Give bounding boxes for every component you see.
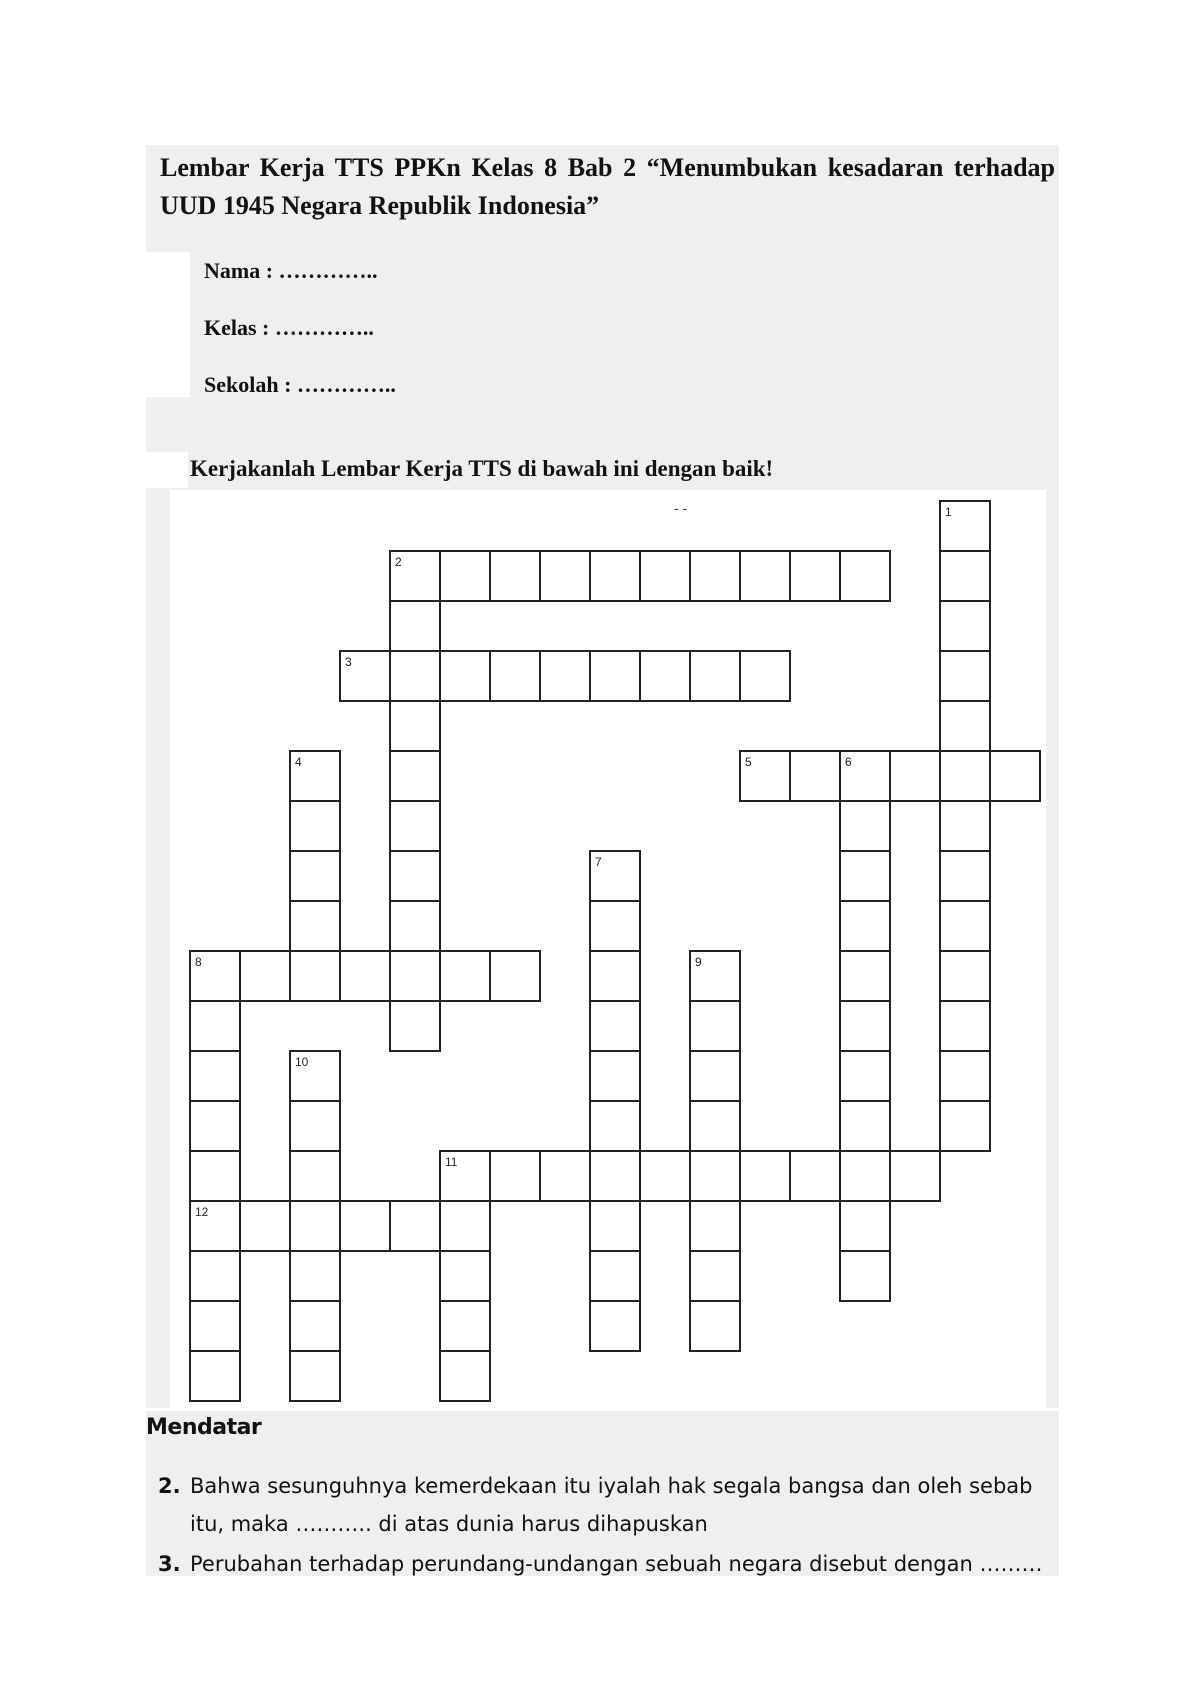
crossword-cell[interactable] xyxy=(840,1201,890,1251)
clue-item xyxy=(158,1467,1056,1543)
crossword-cell[interactable] xyxy=(290,1251,340,1301)
crossword-cell[interactable] xyxy=(390,1201,440,1251)
crossword-cell[interactable] xyxy=(190,1151,240,1201)
crossword-cell[interactable] xyxy=(290,901,340,951)
crossword-cell[interactable] xyxy=(690,551,740,601)
crossword-cell[interactable] xyxy=(840,901,890,951)
crossword-cell[interactable] xyxy=(640,551,690,601)
crossword-cell[interactable] xyxy=(340,951,390,1001)
crossword-cell[interactable] xyxy=(590,1051,640,1101)
crossword-cell[interactable] xyxy=(740,551,790,601)
crossword-cell[interactable] xyxy=(190,1101,240,1151)
crossword-cell[interactable] xyxy=(740,651,790,701)
crossword-cell[interactable] xyxy=(890,1151,940,1201)
crossword-cell[interactable] xyxy=(290,851,340,901)
crossword-cell[interactable] xyxy=(290,951,340,1001)
crossword-cell[interactable] xyxy=(690,1001,740,1051)
crossword-cell[interactable] xyxy=(640,1151,690,1201)
clue-number-label: 8 xyxy=(195,955,202,969)
crossword-cell[interactable] xyxy=(290,1351,340,1401)
crossword-cell[interactable] xyxy=(790,1151,840,1201)
crossword-cell[interactable] xyxy=(240,951,290,1001)
crossword-cell[interactable] xyxy=(940,601,990,651)
crossword-cell[interactable] xyxy=(840,1001,890,1051)
crossword-cell[interactable] xyxy=(940,851,990,901)
crossword-cell[interactable] xyxy=(590,1101,640,1151)
crossword-cell[interactable] xyxy=(590,1251,640,1301)
crossword-cell[interactable] xyxy=(290,1151,340,1201)
stray-mark: - - xyxy=(674,500,688,516)
crossword-cell[interactable] xyxy=(890,751,940,801)
crossword-cell[interactable] xyxy=(490,551,540,601)
crossword-cells xyxy=(190,501,1040,1401)
crossword-cell[interactable] xyxy=(690,1301,740,1351)
clue-number-label: 11 xyxy=(445,1155,458,1169)
worksheet-title: Lembar Kerja TTS PPKn Kelas 8 Bab 2 “Menumbukan kesadaran terhadap UUD 1945 Negara Republik Indonesia” xyxy=(160,153,1055,220)
crossword-cell[interactable] xyxy=(940,1051,990,1101)
crossword-cell[interactable] xyxy=(490,951,540,1001)
crossword-cell[interactable] xyxy=(440,1351,490,1401)
clue-number: 3. xyxy=(158,1552,181,1576)
clue-text: Bahwa sesunguhnya kemerdekaan itu iyalah hak segala bangsa dan oleh sebab itu, maka ……….. di atas dunia harus dihapuskan xyxy=(190,1474,1033,1536)
crossword-cell[interactable] xyxy=(390,801,440,851)
crossword-cell[interactable] xyxy=(290,1201,340,1251)
clue-number-label: 1 xyxy=(945,505,952,519)
clue-number-label: 5 xyxy=(745,755,752,769)
crossword-cell[interactable] xyxy=(390,751,440,801)
crossword-cell[interactable] xyxy=(690,1101,740,1151)
crossword-cell[interactable] xyxy=(690,1201,740,1251)
crossword-cell[interactable] xyxy=(190,1301,240,1351)
crossword-cell[interactable] xyxy=(490,651,540,701)
clue-number-label: 12 xyxy=(195,1205,209,1219)
crossword-cell[interactable] xyxy=(540,1151,590,1201)
instruction-text: Kerjakanlah Lembar Kerja TTS di bawah ini dengan baik! xyxy=(190,456,774,481)
clue-number-label: 7 xyxy=(595,855,602,869)
crossword-cell[interactable] xyxy=(840,1251,890,1301)
clues-heading: Mendatar xyxy=(146,1415,262,1440)
crossword-cell[interactable] xyxy=(290,1301,340,1351)
crossword-cell[interactable] xyxy=(690,1251,740,1301)
crossword-cell[interactable] xyxy=(590,551,640,601)
clue-number: 2. xyxy=(158,1474,181,1498)
crossword-cell[interactable] xyxy=(940,901,990,951)
crossword-cell[interactable] xyxy=(640,651,690,701)
crossword-cell[interactable] xyxy=(990,751,1040,801)
crossword-cell[interactable] xyxy=(290,1101,340,1151)
crossword-cell[interactable] xyxy=(840,951,890,1001)
crossword-cell[interactable] xyxy=(940,1101,990,1151)
crossword-cell[interactable] xyxy=(840,851,890,901)
crossword-cell[interactable] xyxy=(440,551,490,601)
crossword-cell[interactable] xyxy=(190,1051,240,1101)
crossword-cell[interactable] xyxy=(840,551,890,601)
crossword-cell[interactable] xyxy=(790,751,840,801)
clue-number-label: 2 xyxy=(395,555,402,569)
crossword-cell[interactable] xyxy=(190,1251,240,1301)
clue-text: Perubahan terhadap perundang-undangan sebuah negara disebut dengan ……… xyxy=(190,1552,1043,1576)
crossword-cell[interactable] xyxy=(690,651,740,701)
crossword-cell[interactable] xyxy=(840,1151,890,1201)
crossword-cell[interactable] xyxy=(940,1001,990,1051)
crossword-cell[interactable] xyxy=(440,651,490,701)
clue-number-label: 3 xyxy=(345,655,352,669)
crossword-cell[interactable] xyxy=(740,1151,790,1201)
field-nama: Nama : ………….. xyxy=(204,258,378,283)
clue-number-label: 10 xyxy=(295,1055,309,1069)
crossword-cell[interactable] xyxy=(590,951,640,1001)
crossword-cell[interactable] xyxy=(190,1351,240,1401)
crossword-cell[interactable] xyxy=(690,1151,740,1201)
crossword-cell[interactable] xyxy=(290,801,340,851)
crossword-cell[interactable] xyxy=(440,1201,490,1251)
crossword-cell[interactable] xyxy=(590,1301,640,1351)
crossword-cell[interactable] xyxy=(490,1151,540,1201)
crossword-cell[interactable] xyxy=(190,1001,240,1051)
crossword-cell[interactable] xyxy=(440,951,490,1001)
crossword-cell[interactable] xyxy=(940,551,990,601)
crossword-cell[interactable] xyxy=(390,1001,440,1051)
crossword-cell[interactable] xyxy=(940,801,990,851)
crossword-cell[interactable] xyxy=(390,651,440,701)
clue-number-label: 4 xyxy=(295,755,302,769)
crossword-cell[interactable] xyxy=(940,651,990,701)
clue-number-label: 6 xyxy=(845,755,852,769)
crossword-cell[interactable] xyxy=(340,1201,390,1251)
crossword-cell[interactable] xyxy=(940,951,990,1001)
field-sekolah: Sekolah : ………….. xyxy=(204,372,396,397)
crossword-cell[interactable] xyxy=(390,701,440,751)
clue-item xyxy=(158,1545,1056,1583)
crossword-cell[interactable] xyxy=(590,651,640,701)
field-kelas: Kelas : ………….. xyxy=(204,315,374,340)
crossword-cell[interactable] xyxy=(590,1001,640,1051)
crossword-cell[interactable] xyxy=(440,1251,490,1301)
crossword-cell[interactable] xyxy=(390,601,440,651)
clue-number-label: 9 xyxy=(695,955,702,969)
crossword-cell[interactable] xyxy=(390,851,440,901)
crossword-cell[interactable] xyxy=(540,551,590,601)
crossword-cell[interactable] xyxy=(590,1151,640,1201)
crossword-cell[interactable] xyxy=(840,801,890,851)
crossword-cell[interactable] xyxy=(440,1301,490,1351)
crossword-cell[interactable] xyxy=(390,901,440,951)
crossword-cell[interactable] xyxy=(840,1051,890,1101)
crossword-cell[interactable] xyxy=(940,751,990,801)
crossword-cell[interactable] xyxy=(240,1201,290,1251)
crossword-cell[interactable] xyxy=(940,701,990,751)
crossword-cell[interactable] xyxy=(840,1101,890,1151)
crossword-cell[interactable] xyxy=(540,651,590,701)
crossword-cell[interactable] xyxy=(590,1201,640,1251)
crossword-cell[interactable] xyxy=(790,551,840,601)
crossword-cell[interactable] xyxy=(690,1051,740,1101)
crossword-cell[interactable] xyxy=(390,951,440,1001)
crossword-cell[interactable] xyxy=(590,901,640,951)
